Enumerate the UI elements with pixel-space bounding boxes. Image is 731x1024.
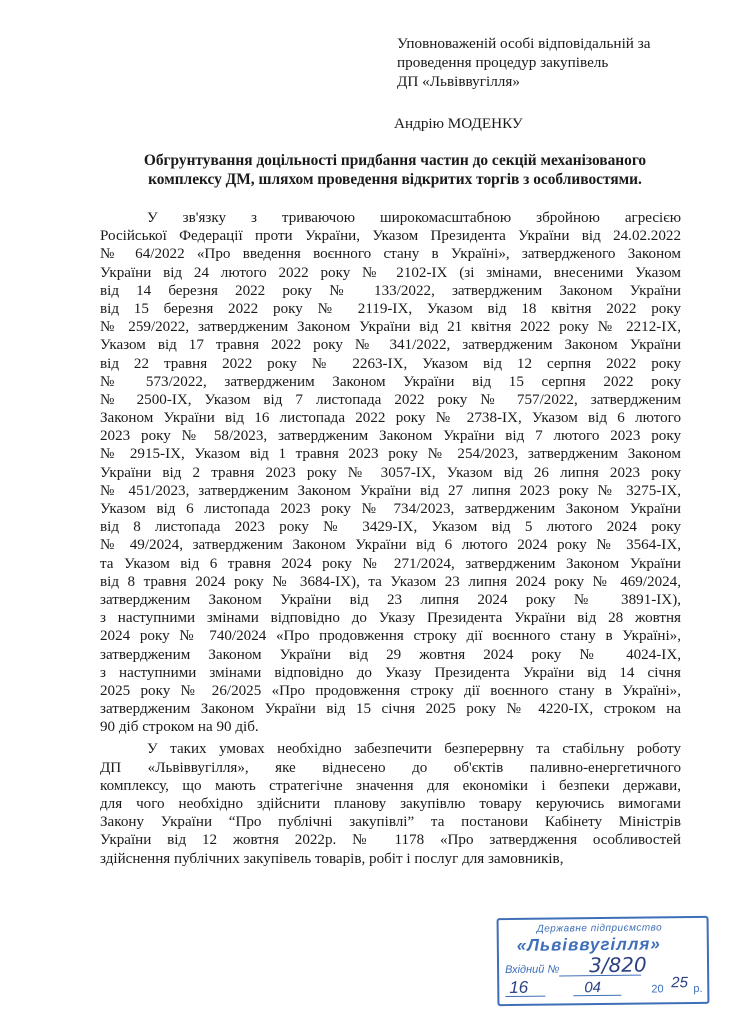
text-line: України від 2 травня 2023 року № 3057-IX, Указом від 26 липня 2023 року <box>100 464 681 481</box>
stamp-month: 04 <box>584 979 602 997</box>
text-line: Указом від 17 травня 2022 року № 341/2022, затвердженим Законом України <box>100 337 681 354</box>
stamp-name: «Львіввугілля» <box>516 934 661 955</box>
text-line: України від 24 лютого 2022 року № 2102-IX (зі змінами, внесеними Указом <box>100 264 681 281</box>
stamp-year-suffix: р. <box>693 982 703 996</box>
addressee-line: ДП «Львіввугілля» <box>397 73 520 90</box>
text-line: з наступними змінами відповідно до Указу Президента України від 28 жовтня <box>100 610 681 627</box>
text-line: ДП «Львіввугілля», яке віднесено до об'єктів паливно-енергетичного <box>100 759 681 776</box>
text-line: № 451/2023, затвердженим Законом України від 27 липня 2023 року № 3275-IX, <box>100 482 681 499</box>
text-line: № 2500-IX, Указом від 7 листопада 2022 року № 757/2022, затвердженим <box>100 391 681 408</box>
text-line: 2025 року № 26/2025 «Про продовження строку дії воєнного стану в Україні», <box>100 682 681 699</box>
text-line: № 2915-IX, Указом від 1 травня 2023 року № 254/2023, затвердженим Законом <box>100 446 681 463</box>
text-line: № 64/2022 «Про введення воєнного стану в Україні», затвердженого Законом <box>100 246 681 263</box>
text-line: України від 12 жовтня 2022р. № 1178 «Про затвердження особливостей <box>100 832 681 849</box>
text-line: від 15 березня 2022 року № 2119-IX, Указом від 18 квітня 2022 року <box>100 300 681 317</box>
stamp-incoming-label: Вхідний № <box>505 963 560 977</box>
stamp-year: 25 <box>671 974 689 992</box>
text-line: затвердженим Законом України від 23 липня 2024 року № 3891-IX), <box>100 591 681 608</box>
text-line: У таких умовах необхідно забезпечити безперервну та стабільну роботу <box>147 741 681 758</box>
incoming-stamp <box>497 916 710 1006</box>
document-title <box>106 151 684 189</box>
text-line: від 8 листопада 2023 року № 3429-IX, Указом від 5 лютого 2024 року <box>100 519 681 536</box>
paragraph-2 <box>100 740 681 867</box>
document-body <box>100 209 681 868</box>
text-line: від 14 березня 2022 року № 133/2022, затвердженим Законом України <box>100 282 681 299</box>
text-line: комплексу, що мають стратегічне значення для економіки і безпеки держави, <box>100 777 681 794</box>
text-line: У зв'язку з триваючою широкомасштабною збройною агресією <box>147 210 681 226</box>
text-line: 2024 року № 740/2024 «Про продовження строку дії воєнного стану в Україні», <box>100 628 681 645</box>
text-line: Російської Федерації проти України, Указом Президента України від 24.02.2022 <box>100 228 681 245</box>
text-line: від 22 травня 2022 року № 2263-IX, Указом від 12 серпня 2022 року <box>100 355 681 372</box>
stamp-org: Державне підприємство <box>536 922 663 935</box>
title-line: комплексу ДМ, шляхом проведення відкритих торгів з особливостями. <box>148 171 642 188</box>
text-line: № 259/2022, затвердженим Законом України від 21 квітня 2022 року № 2212-IX, <box>100 319 681 336</box>
text-line: з наступними змінами відповідно до Указу Президента України від 14 січня <box>100 664 681 681</box>
recipient-name: Андрію МОДЕНКУ <box>394 115 523 132</box>
addressee-line: проведення процедур закупівель <box>397 54 609 71</box>
text-line: від 8 травня 2024 року № 3684-IX), та Указом 23 липня 2024 року № 469/2024, <box>100 573 681 590</box>
stamp-day: 16 <box>509 977 529 997</box>
text-line: затвердженим Законом України від 29 жовтня 2024 року № 4024-IX, <box>100 646 681 663</box>
text-line: Закону України “Про публічні закупівлі” та постанови Кабінету Міністрів <box>100 814 681 831</box>
paragraph-1 <box>100 209 681 736</box>
title-line: Обгрунтування доцільності придбання частин до секцій механізованого <box>143 152 647 169</box>
text-line: для чого необхідно здійснити планову закупівлю товару керуючись вимогами <box>100 796 681 812</box>
addressee-block <box>397 34 717 91</box>
addressee-line: Уповноваженій особі відповідальній за <box>397 35 651 52</box>
text-line: та Указом від 6 травня 2024 року № 271/2024, затвердженим Законом України <box>100 555 681 572</box>
text-line: 2023 року № 58/2023, затвердженим Законом України від 7 лютого 2023 року <box>100 428 681 445</box>
text-line: затвердженим Законом України від 15 січня 2025 року № 4220-IX, строком на <box>100 701 681 718</box>
text-line: здійснення публічних закупівель товарів, робіт і послуг для замовників, <box>100 850 564 867</box>
text-line: 90 діб строком на 90 діб. <box>100 719 259 736</box>
text-line: № 49/2024, затвердженим Законом України від 6 лютого 2024 року № 3564-IX, <box>100 537 681 554</box>
text-line: № 573/2022, затвердженим Законом України від 15 серпня 2022 року <box>100 373 681 390</box>
stamp-incoming-number: 3/820 <box>588 952 647 978</box>
stamp-year-prefix: 20 <box>651 983 664 996</box>
text-line: Указом від 6 листопада 2023 року № 734/2023, затвердженим Законом України <box>100 501 681 517</box>
text-line: Законом України від 16 листопада 2022 року № 2738-IX, Указом від 6 лютого <box>100 410 681 427</box>
